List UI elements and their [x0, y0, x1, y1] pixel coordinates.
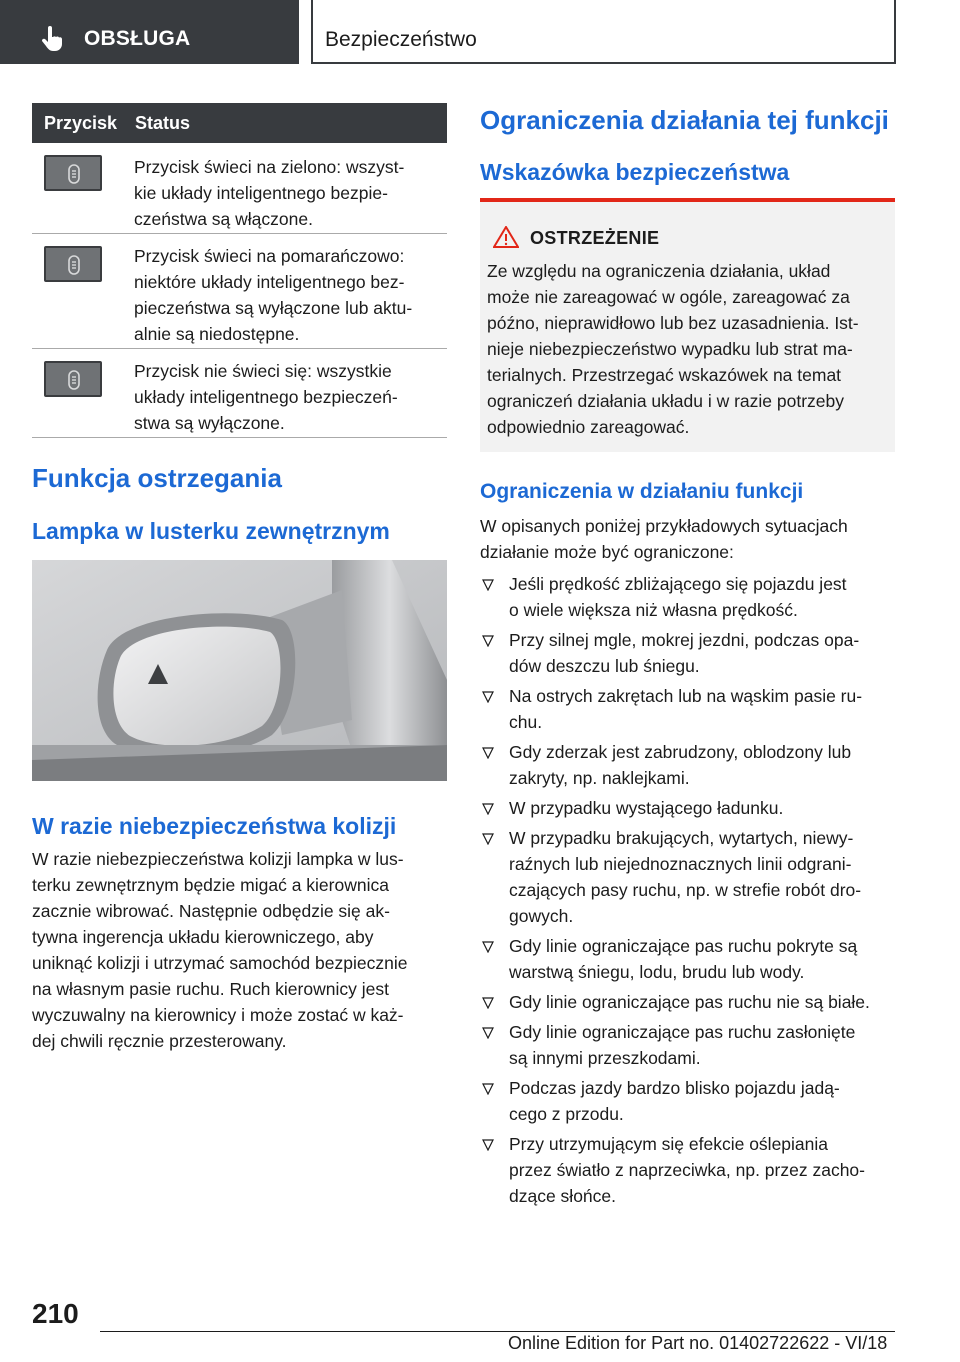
heading-ograniczenia: Ograniczenia działania tej funkcji	[480, 105, 889, 135]
assist-button-icon	[44, 246, 102, 282]
footer-divider	[100, 1331, 895, 1332]
heading-kolizja: W razie niebezpieczeństwa kolizji	[32, 813, 397, 839]
heading-ograniczenia-funkcji: Ograniczenia w działaniu funkcji	[480, 480, 804, 503]
list-item: Gdy zderzak jest zabrudzony, oblodzony lub zakryty, np. naklejkami.	[480, 739, 900, 791]
table-header	[32, 103, 447, 143]
list-item: Jeśli prędkość zbliżającego się pojazdu jest o wiele większa niż własna prędkość.	[480, 571, 900, 623]
chapter-title: Bezpieczeństwo	[325, 28, 477, 51]
row-status-text: Przycisk świeci na zielono: wszyst- kie układy inteligentnego bezpie- czeństwa są włączone.	[134, 157, 405, 229]
row-status-text: Przycisk nie świeci się: wszystkie układy inteligentnego bezpieczeń- stwa są wyłączone.	[134, 361, 398, 433]
intro-paragraph: W opisanych poniżej przykładowych sytuacjach działanie może być ograniczone:	[480, 516, 848, 562]
list-item: Gdy linie ograniczające pas ruchu nie są białe.	[480, 989, 900, 1015]
row-status-text: Przycisk świeci na pomarańczowo: niektóre układy inteligentnego bez- pieczeństwa są wyłączone lub aktu- alnie są niedostępne.	[134, 246, 413, 344]
chapter-tab[interactable]	[311, 0, 896, 64]
warning-box	[480, 198, 895, 452]
bullet-triangle-icon	[482, 691, 494, 703]
status-table	[32, 103, 447, 438]
list-item: W przypadku wystającego ładunku.	[480, 795, 900, 821]
bullet-triangle-icon	[482, 579, 494, 591]
list-item: Przy silnej mgle, mokrej jezdni, podczas opa- dów deszczu lub śniegu.	[480, 627, 900, 679]
page-number: 210	[32, 1298, 79, 1329]
list-item: Podczas jazdy bardzo blisko pojazdu jadą- cego z przodu.	[480, 1075, 900, 1127]
section-tab[interactable]	[0, 0, 299, 64]
kolizja-paragraph: W razie niebezpieczeństwa kolizji lampka w lus- terku zewnętrznym będzie migać a kierownica zacznie wibrować. Następnie odbędzie się ak- tywna ingerencja układu kierowniczego, aby uniknąć kolizji i utrzymać samochód bezpiecznie na własnym pasie ruchu. Ruch kierownicy jest wyczuwalny na kierownicy i może zostać w każ- dej chwili ręcznie przesterowany.	[32, 849, 408, 1051]
warning-text: Ze względu na ograniczenia działania, układ może nie zareagować w ogóle, zareagować za późno, nieprawidłowo lub bez uzasadnienia. Ist- nieje niebezpieczeństwo wypadku lub strat ma- terialnych. Przestrzegać wskazówek na temat ograniczeń działania układu i w razie potrzeby odpowiednio zareagować.	[487, 261, 859, 437]
edition-text: Online Edition for Part no. 01402722622 - VI/18	[508, 1333, 888, 1353]
heading-wskazowka: Wskazówka bezpieczeństwa	[480, 159, 790, 185]
limitations-list	[480, 571, 900, 1213]
table-row	[32, 349, 447, 438]
list-item: W przypadku brakujących, wytartych, niewy- raźnych lub niejednoznacznych linii odgrani- czających pasy ruchu, np. w strefie robót dro- gowych.	[480, 825, 900, 929]
bullet-triangle-icon	[482, 1139, 494, 1151]
section-title: OBSŁUGA	[84, 27, 191, 50]
heading-funkcja-ostrzegania: Funkcja ostrzegania	[32, 463, 282, 493]
list-item: Gdy linie ograniczające pas ruchu pokryte są warstwą śniegu, lodu, brudu lub wody.	[480, 933, 900, 985]
bullet-triangle-icon	[482, 635, 494, 647]
bullet-triangle-icon	[482, 803, 494, 815]
column-header-button: Przycisk	[44, 113, 118, 133]
list-item: Gdy linie ograniczające pas ruchu zasłonięte są innymi przeszkodami.	[480, 1019, 900, 1071]
bullet-triangle-icon	[482, 941, 494, 953]
list-item: Na ostrych zakrętach lub na wąskim pasie ru- chu.	[480, 683, 900, 735]
table-row	[32, 234, 447, 349]
mirror-warning-light-illustration	[32, 560, 447, 781]
bullet-triangle-icon	[482, 1083, 494, 1095]
bullet-triangle-icon	[482, 833, 494, 845]
hand-pointer-icon	[40, 26, 66, 52]
bullet-triangle-icon	[482, 747, 494, 759]
assist-button-icon	[44, 155, 102, 191]
assist-button-icon	[44, 361, 102, 397]
warning-title: OSTRZEŻENIE	[530, 228, 660, 248]
heading-lampka: Lampka w lusterku zewnętrznym	[32, 518, 390, 544]
bullet-triangle-icon	[482, 997, 494, 1009]
column-header-status: Status	[135, 113, 191, 133]
list-item: Przy utrzymującym się efekcie oślepiania przez światło z naprzeciwka, np. przez zacho- dzące słońce.	[480, 1131, 900, 1209]
warning-triangle-icon	[493, 226, 519, 248]
bullet-triangle-icon	[482, 1027, 494, 1039]
table-row	[32, 143, 447, 234]
